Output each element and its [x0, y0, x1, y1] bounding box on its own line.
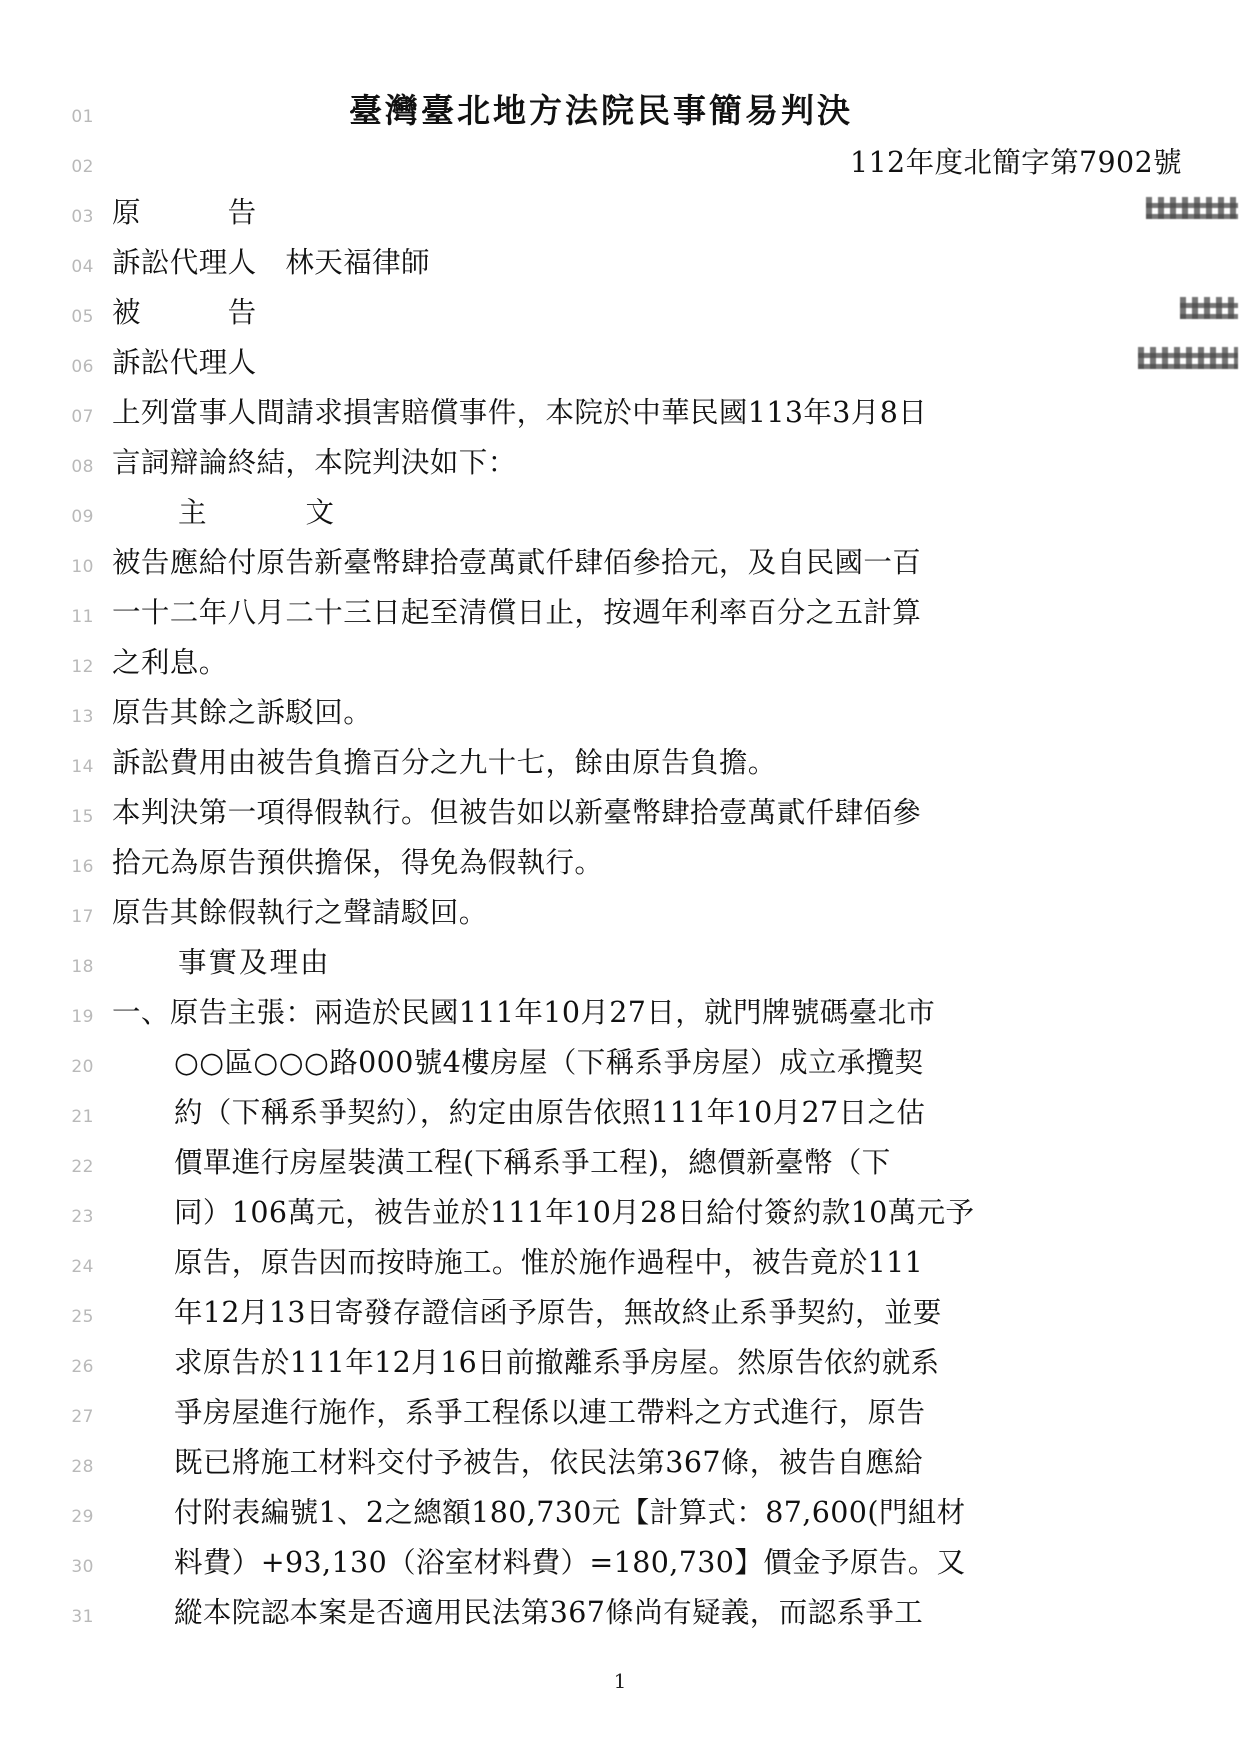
line-number: 28: [71, 1457, 94, 1477]
line-number: 21: [71, 1107, 94, 1127]
line-number: 22: [71, 1157, 94, 1177]
document-line: [0, 1290, 1240, 1340]
line-number: 03: [71, 207, 94, 227]
redaction-block: [1180, 297, 1238, 319]
line-number: 16: [71, 857, 94, 877]
line-text: 原 告: [112, 196, 286, 229]
document-line: [0, 88, 1240, 140]
line-text: ○○區○○○路000號4樓房屋（下稱系爭房屋）成立承攬契: [174, 1046, 924, 1079]
document-line: [0, 1240, 1240, 1290]
line-text: 本判決第一項得假執行。但被告如以新臺幣肆拾壹萬貳仟肆佰參: [112, 796, 922, 829]
line-number: 14: [71, 757, 94, 777]
document-line: [0, 440, 1240, 490]
line-number: 19: [71, 1007, 94, 1027]
line-number: 05: [71, 307, 94, 327]
document-line: [0, 590, 1240, 640]
line-number: 09: [71, 507, 94, 527]
document-line: [0, 740, 1240, 790]
line-text: 事實及理由: [178, 946, 331, 979]
document-line: [0, 1540, 1240, 1590]
line-text: 被 告: [112, 296, 286, 329]
document-body: [0, 88, 1240, 1640]
redaction-block: [1138, 347, 1238, 369]
line-number: 27: [71, 1407, 94, 1427]
line-text: 之利息。: [112, 646, 228, 679]
line-number: 20: [71, 1057, 94, 1077]
line-number: 07: [71, 407, 94, 427]
document-line: [0, 1040, 1240, 1090]
line-text: 訴訟代理人: [112, 346, 286, 379]
document-line: [0, 1440, 1240, 1490]
document-line: [0, 1590, 1240, 1640]
line-number: 29: [71, 1507, 94, 1527]
line-number: 18: [71, 957, 94, 977]
line-text: 求原告於111年12月16日前撤離系爭房屋。然原告依約就系: [174, 1346, 940, 1379]
line-number: 04: [71, 257, 94, 277]
document-line: [0, 1190, 1240, 1240]
line-text: 既已將施工材料交付予被告，依民法第367條，被告自應給: [174, 1446, 924, 1479]
document-line: [0, 840, 1240, 890]
document-line: [0, 540, 1240, 590]
line-number: 30: [71, 1557, 94, 1577]
document-line: [0, 490, 1240, 540]
line-number: 06: [71, 357, 94, 377]
line-text: 上列當事人間請求損害賠償事件，本院於中華民國113年3月8日: [112, 396, 928, 429]
line-text: 原告其餘假執行之聲請駁回。: [112, 896, 488, 929]
line-number: 12: [71, 657, 94, 677]
document-line: [0, 640, 1240, 690]
line-text: 一、原告主張：兩造於民國111年10月27日，就門牌號碼臺北市: [112, 996, 936, 1029]
line-text: 縱本院認本案是否適用民法第367條尚有疑義，而認系爭工: [174, 1596, 924, 1629]
document-line: [0, 1340, 1240, 1390]
document-line: [0, 140, 1240, 190]
line-number: 17: [71, 907, 94, 927]
line-text: 拾元為原告預供擔保，得免為假執行。: [112, 846, 604, 879]
document-line: [0, 1140, 1240, 1190]
document-line: [0, 1490, 1240, 1540]
line-number: 13: [71, 707, 94, 727]
line-text: 同）106萬元，被告並於111年10月28日給付簽約款10萬元予: [174, 1196, 975, 1229]
redaction-block: [1146, 197, 1238, 219]
document-line: [0, 240, 1240, 290]
line-number: 01: [71, 107, 94, 127]
document-line: [0, 340, 1240, 390]
document-line: [0, 790, 1240, 840]
line-text: 一十二年八月二十三日起至清償日止，按週年利率百分之五計算: [112, 596, 922, 629]
line-text: 112年度北簡字第7902號: [849, 146, 1182, 179]
document-line: [0, 1090, 1240, 1140]
line-text: 被告應給付原告新臺幣肆拾壹萬貳仟肆佰參拾元，及自民國一百: [112, 546, 922, 579]
line-text: 付附表編號1、2之總額180,730元【計算式：87,600(門組材: [174, 1496, 966, 1529]
document-line: [0, 690, 1240, 740]
line-number: 08: [71, 457, 94, 477]
line-number: 26: [71, 1357, 94, 1377]
document-line: [0, 990, 1240, 1040]
line-text: 價單進行房屋裝潢工程(下稱系爭工程)，總價新臺幣（下: [174, 1146, 891, 1179]
document-line: [0, 290, 1240, 340]
document-line: [0, 190, 1240, 240]
document-line: [0, 390, 1240, 440]
line-text: 料費）+93,130（浴室材料費）=180,730】價金予原告。又: [174, 1546, 966, 1579]
line-text: 訴訟代理人 林天福律師: [112, 246, 430, 279]
line-text: 主 文: [178, 496, 349, 529]
line-text: 臺灣臺北地方法院民事簡易判決: [349, 91, 853, 130]
document-line: [0, 890, 1240, 940]
line-number: 25: [71, 1307, 94, 1327]
line-number: 02: [71, 157, 94, 177]
line-number: 15: [71, 807, 94, 827]
line-text: 爭房屋進行施作，系爭工程係以連工帶料之方式進行，原告: [174, 1396, 926, 1429]
line-text: 言詞辯論終結，本院判決如下：: [112, 446, 517, 479]
line-number: 31: [71, 1607, 94, 1627]
line-number: 10: [71, 557, 94, 577]
line-text: 原告，原告因而按時施工。惟於施作過程中，被告竟於111: [174, 1246, 924, 1279]
line-text: 約（下稱系爭契約），約定由原告依照111年10月27日之估: [174, 1096, 926, 1129]
line-number: 23: [71, 1207, 94, 1227]
line-text: 訴訟費用由被告負擔百分之九十七，餘由原告負擔。: [112, 746, 777, 779]
line-number: 11: [71, 607, 94, 627]
page-number: 1: [613, 1669, 627, 1693]
document-line: [0, 1390, 1240, 1440]
line-text: 原告其餘之訴駁回。: [112, 696, 373, 729]
line-text: 年12月13日寄發存證信函予原告，無故終止系爭契約，並要: [174, 1296, 942, 1329]
line-number: 24: [71, 1257, 94, 1277]
document-line: [0, 940, 1240, 990]
